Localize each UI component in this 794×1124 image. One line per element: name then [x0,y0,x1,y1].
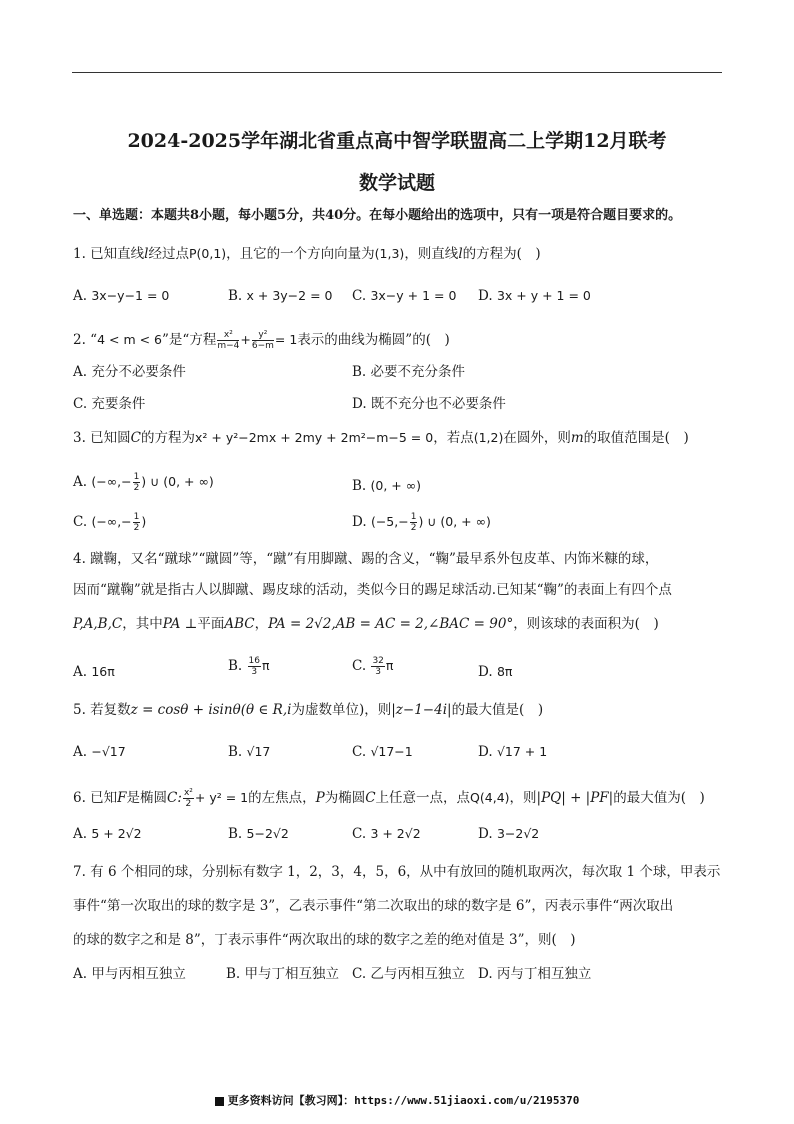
flag-icon [215,1097,224,1106]
q1-option-b: B. x + 3y−2 = 0 [228,288,333,304]
q4-option-b: B. $\frac{16}{3}$ π [228,656,270,677]
q2-option-c: C. 充要条件 [73,396,146,412]
fraction: $\frac{\text{x²}}{m-4}$ [217,330,240,351]
page-subtitle: 数学试题 [358,172,435,194]
q3-option-d: D. (−5,− $\frac{1}{2}$ ) ∪ (0, + ∞) [352,512,491,533]
top-rule [72,72,722,73]
question-1: 1. 已知直线l经过点P(0,1)，且它的一个方向向量为(1,3)，则直线l的方程为( ) [73,246,541,262]
q2-option-d: D. 既不充分也不必要条件 [352,396,506,412]
footer-link[interactable]: 更多资料访问【教习网】：https://www.51jiaoxi.com/u/2195370 [0,1092,794,1108]
q1-option-c: C. 3x−y + 1 = 0 [352,288,457,304]
question-2: 2. “4 < m < 6”是“方程 $\frac{\text{x²}}{m-4}$ + $\frac{\text{y²}}{6-m}$ = 1表示的曲线为椭圆”的( ) [73,330,450,351]
q4-option-a: A. 16π [73,664,115,680]
q7-option-d: D. 丙与丁相互独立 [478,966,592,982]
q3-option-a: A. (−∞,− $\frac{1}{2}$ ) ∪ (0, + ∞) [73,472,214,493]
q1-option-a: A. 3x−y−1 = 0 [73,288,170,304]
question-7-line-1: 7. 有 6 个相同的球，分别标有数字 1，2，3，4，5，6，从中有放回的随机取两次，每次取 1 个球，甲表示 [73,864,721,880]
section-heading: 一、单选题：本题共8小题，每小题5分，共40分。在每小题给出的选项中，只有一项是符合题目要求的。 [73,208,682,223]
q4-option-c: C. $\frac{32}{3}$ π [352,656,394,677]
q6-option-c: C. 3 + 2√2 [352,826,421,842]
q6-option-d: D. 3−2√2 [478,826,540,842]
question-3: 3. 已知圆C的方程为x² + y²−2mx + 2my + 2m²−m−5 = 0，若点(1,2)在圆外，则m的取值范围是( ) [73,430,689,446]
q7-option-b: B. 甲与丁相互独立 [226,966,340,982]
page-title: 2024-2025学年湖北省重点高中智学联盟高二上学期12月联考 [127,130,667,152]
q5-option-c: C. √17−1 [352,744,413,760]
q7-option-c: C. 乙与丙相互独立 [352,966,465,982]
q2-option-a: A. 充分不必要条件 [73,364,186,380]
fraction: $\frac{\text{y²}}{6-m}$ [251,330,274,351]
q5-option-a: A. −√17 [73,744,126,760]
q3-option-c: C. (−∞,− $\frac{1}{2}$ ) [73,512,147,533]
question-7-line-2: 事件“第一次取出的球的数字是 3”，乙表示事件“第二次取出的球的数字是 6”，丙表示事件“两次取出 [73,898,674,914]
q5-option-d: D. √17 + 1 [478,744,548,760]
question-7-line-3: 的球的数字之和是 8”，丁表示事件“两次取出的球的数字之差的绝对值是 3”，则( ) [73,932,576,948]
question-4-line-3: P,A,B,C，其中PA ⊥平面ABC，PA = 2√2,AB = AC = 2,∠BAC = 90°，则该球的表面积为( ) [73,616,659,632]
question-5: 5. 若复数z = cosθ + isinθ(θ ∈ R,i为虚数单位)，则|z−1−4i|的最大值是( ) [73,702,544,718]
question-6: 6. 已知F是椭圆C: $\frac{\text{x²}}{2}$ + y² = 1的左焦点，P为椭圆C上任意一点，点Q(4,4)，则|PQ| + |PF|的最大值为( ) [73,788,705,809]
q5-option-b: B. √17 [228,744,271,760]
q3-option-b: B. (0, + ∞) [352,478,422,494]
question-4-line-2: 因而“蹴鞠”就是指古人以脚蹴、踢皮球的活动，类似今日的踢足球活动.已知某“鞠”的表面上有四个点 [73,582,672,598]
q1-option-d: D. 3x + y + 1 = 0 [478,288,591,304]
q6-option-a: A. 5 + 2√2 [73,826,142,842]
q4-option-d: D. 8π [478,664,513,680]
q7-option-a: A. 甲与丙相互独立 [73,966,186,982]
q6-option-b: B. 5−2√2 [228,826,289,842]
q2-option-b: B. 必要不充分条件 [352,364,466,380]
question-4-line-1: 4. 蹴鞠，又名“蹴球”“蹴圆”等，“蹴”有用脚蹴、踢的含义，“鞠”最早系外包皮革、内饰米糠的球， [73,551,659,567]
